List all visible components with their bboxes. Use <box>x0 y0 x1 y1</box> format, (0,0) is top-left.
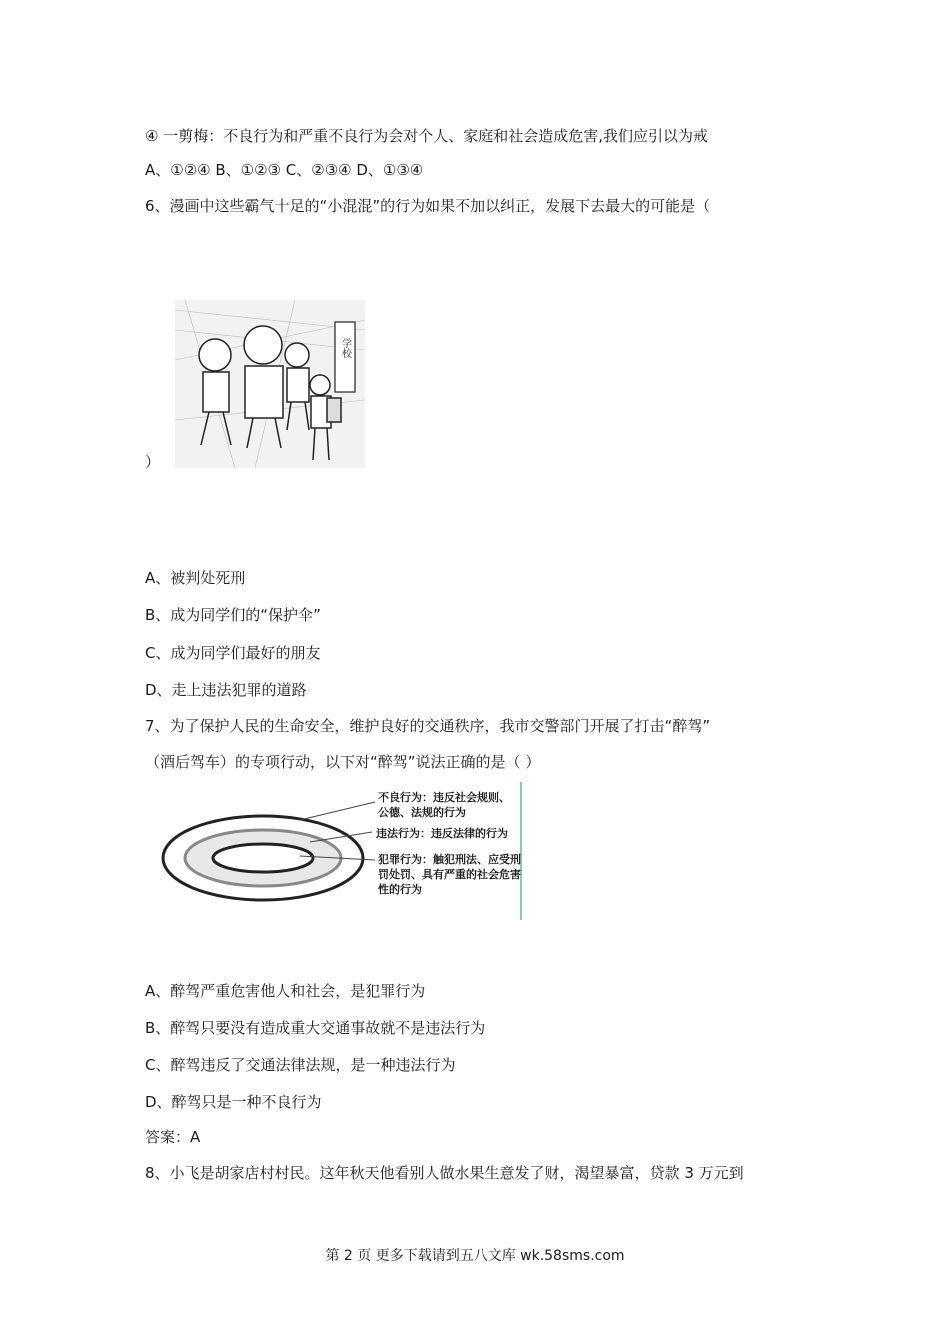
label-criminal-line2: 罚处罚、具有严重的社会危害 <box>378 868 521 881</box>
cartoon-illustration <box>175 300 365 468</box>
q6-option-c: C、成为同学们最好的朋友 <box>145 644 321 662</box>
label-bad-behavior-line2: 公德、法规的行为 <box>378 806 466 819</box>
q6-option-b: B、成为同学们的“保护伞” <box>145 606 321 624</box>
question-6-stem: 6、漫画中这些霸气十足的“小混混”的行为如果不加以纠正，发展下去最大的可能是（ <box>145 197 711 215</box>
q7-option-a: A、醉驾严重危害他人和社会，是犯罪行为 <box>145 982 426 1000</box>
behavior-nested-diagram <box>160 780 530 922</box>
q6-option-a: A、被判处死刑 <box>145 569 246 587</box>
question-7-stem-line2: （酒后驾车）的专项行动，以下对“醉驾”说法正确的是（ ） <box>145 753 541 771</box>
q5-answer-choices: A、①②④ B、①②③ C、②③④ D、①③④ <box>145 161 424 179</box>
label-criminal-line1: 犯罪行为：触犯刑法、应受刑 <box>378 853 521 866</box>
q7-answer: 答案：A <box>145 1128 201 1146</box>
page-footer: 第 2 页 更多下载请到五八文库 wk.58sms.com <box>325 1248 625 1264</box>
question-6-close-paren: ） <box>145 453 161 471</box>
q7-option-c: C、醉驾违反了交通法律法规，是一种违法行为 <box>145 1056 456 1074</box>
label-bad-behavior <box>378 790 510 820</box>
question-7-stem-line1: 7、为了保护人民的生命安全，维护良好的交通秩序，我市交警部门开展了打击“醉驾” <box>145 717 711 735</box>
q7-option-d: D、醉驾只是一种不良行为 <box>145 1093 322 1111</box>
label-criminal-line3: 性的行为 <box>378 883 422 896</box>
school-sign-text: 学校 <box>339 338 351 358</box>
q7-option-b: B、醉驾只要没有造成重大交通事故就不是违法行为 <box>145 1019 486 1037</box>
option-item-4: ④ 一剪梅：不良行为和严重不良行为会对个人、家庭和社会造成危害,我们应引以为戒 <box>145 127 708 145</box>
label-illegal-behavior: 违法行为：违反法律的行为 <box>376 827 508 840</box>
label-criminal-behavior <box>378 852 521 897</box>
q6-option-d: D、走上违法犯罪的道路 <box>145 681 307 699</box>
label-bad-behavior-line1: 不良行为：违反社会规则、 <box>378 791 510 804</box>
question-8-stem: 8、小飞是胡家店村村民。这年秋天他看别人做水果生意发了财，渴望暴富，贷款 3 万元到 <box>145 1164 744 1182</box>
